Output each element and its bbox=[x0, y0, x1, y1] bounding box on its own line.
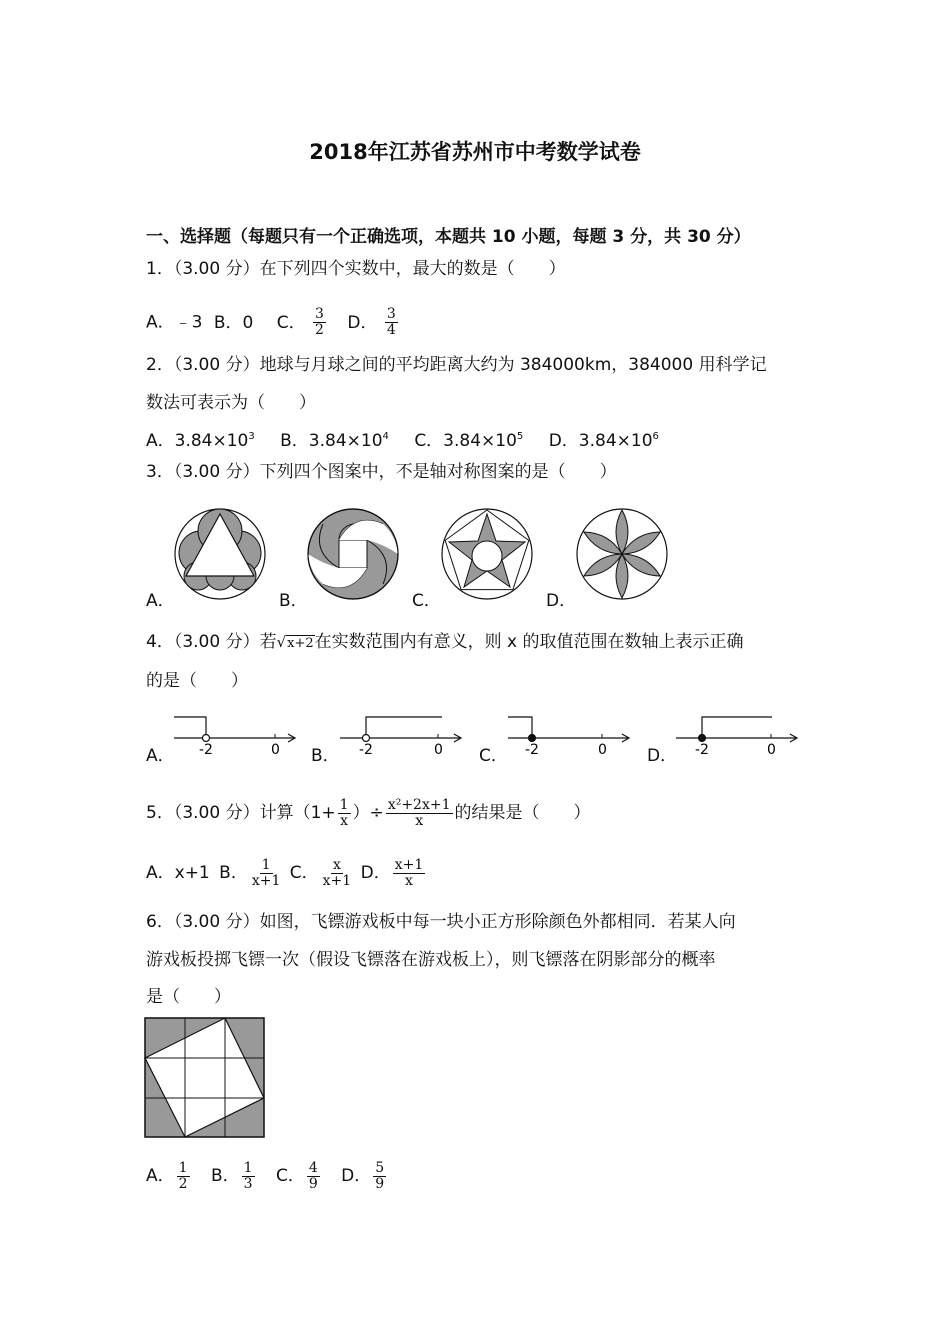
q3-label-b: B． bbox=[279, 591, 308, 611]
q4a-tick-neg2: -2 bbox=[199, 742, 213, 758]
q5-stem-post: 的结果是（ ） bbox=[454, 803, 591, 823]
q5-option-d-fraction: $\frac{x+1}{x}$ bbox=[394, 856, 424, 889]
q5-option-a: A．x+1 bbox=[146, 863, 210, 883]
section-heading: 一、选择题（每题只有一个正确选项，本题共 10 小题，每题 3 分，共 30 分） bbox=[146, 227, 751, 247]
q5-option-b-fraction: $\frac{1}{x+1}$ bbox=[251, 856, 281, 889]
q6-option-c-fraction: $\frac{4}{9}$ bbox=[308, 1159, 318, 1192]
q4c-tick-zero: 0 bbox=[598, 742, 607, 758]
q6-option-a: A． bbox=[146, 1166, 175, 1186]
q2-option-a: A．$3.84\times 10^3$ bbox=[146, 431, 255, 451]
q2-stem-line2: 数法可表示为（ ） bbox=[146, 393, 316, 413]
q4-label-d: D． bbox=[647, 746, 678, 766]
page-title: 2018年江苏省苏州市中考数学试卷 bbox=[309, 140, 641, 164]
q4-numberline-b bbox=[338, 712, 466, 760]
q4-numberline-a bbox=[172, 712, 300, 760]
q5-option-b: B． bbox=[219, 863, 248, 883]
q1-option-d: D． bbox=[347, 312, 378, 333]
q3-figure-d bbox=[576, 508, 668, 600]
q6-option-c: C． bbox=[275, 1166, 305, 1186]
q6-stem-line1: 6．（3.00 分）如图，飞镖游戏板中每一块小正方形除颜色外都相同．若某人向 bbox=[146, 912, 736, 932]
q2-option-b: B．$3.84\times 10^4$ bbox=[280, 431, 389, 451]
q3-label-a: A． bbox=[146, 591, 175, 611]
q4a-tick-zero: 0 bbox=[271, 742, 280, 758]
q1-stem: 1．（3.00 分）在下列四个实数中，最大的数是（ ） bbox=[146, 259, 566, 279]
q3-stem: 3．（3.00 分）下列四个图案中，不是轴对称图案的是（ ） bbox=[146, 462, 617, 482]
q5-option-c: C． bbox=[289, 863, 319, 883]
q1-option-b: B．0 bbox=[213, 312, 254, 333]
q4b-tick-zero: 0 bbox=[434, 742, 443, 758]
q4-stem-pre: 4．（3.00 分）若 bbox=[146, 632, 277, 652]
q4-label-a: A． bbox=[146, 746, 175, 766]
q2-option-c: C．$3.84\times 10^5$ bbox=[414, 431, 524, 451]
q4-sqrt: √x+2 bbox=[276, 633, 314, 651]
q5-fraction-2: $\frac{\text{x²+2x+1}}{x}$ bbox=[387, 796, 451, 829]
q3-figure-b bbox=[307, 508, 399, 600]
q4d-tick-zero: 0 bbox=[767, 742, 776, 758]
q6-option-d: D． bbox=[341, 1166, 372, 1186]
q1-options bbox=[146, 307, 400, 338]
q4-numberline-d bbox=[674, 712, 802, 760]
q2-stem-line1: 2．（3.00 分）地球与月球之间的平均距离大约为 384000km，384000 用科学记 bbox=[146, 355, 767, 375]
q6-option-d-fraction: $\frac{5}{9}$ bbox=[375, 1159, 385, 1192]
q1-option-c-fraction: $\frac{3}{2}$ bbox=[315, 306, 324, 338]
q6-option-b: B． bbox=[210, 1166, 240, 1186]
q1-option-c: C． bbox=[276, 312, 306, 333]
q2-options bbox=[146, 426, 659, 452]
q1-option-d-fraction: $\frac{3}{4}$ bbox=[386, 306, 396, 338]
q5-options bbox=[146, 855, 427, 891]
q5-option-c-fraction: $\frac{x}{x+1}$ bbox=[322, 856, 352, 889]
q6-stem-line3: 是（ ） bbox=[146, 987, 231, 1007]
q4-numberline-c bbox=[506, 712, 634, 760]
q5-stem-pre: 5．（3.00 分）计算（1+ bbox=[146, 803, 336, 823]
q4d-tick-neg2: -2 bbox=[695, 742, 709, 758]
q5-stem bbox=[146, 795, 591, 831]
q3-label-d: D． bbox=[546, 591, 577, 611]
q2-option-d: D．$3.84\times 10^6$ bbox=[548, 431, 659, 451]
q4-stem-post: 在实数范围内有意义，则 x 的取值范围在数轴上表示正确 bbox=[314, 632, 744, 652]
q6-dartboard-figure bbox=[145, 1018, 265, 1138]
q4-label-b: B． bbox=[311, 746, 340, 766]
q4-label-c: C． bbox=[479, 746, 508, 766]
q4-stem-line1 bbox=[146, 631, 744, 655]
q1-option-a: A．﹣3 bbox=[146, 312, 203, 333]
q4c-tick-neg2: -2 bbox=[525, 742, 539, 758]
q6-option-a-fraction: $\frac{1}{2}$ bbox=[178, 1159, 188, 1192]
q3-figure-a bbox=[174, 508, 266, 600]
q6-options bbox=[146, 1158, 388, 1194]
q4-stem-line2: 的是（ ） bbox=[146, 671, 248, 691]
q3-label-c: C． bbox=[412, 591, 441, 611]
q6-stem-line2: 游戏板投掷飞镖一次（假设飞镖落在游戏板上），则飞镖落在阴影部分的概率 bbox=[146, 950, 716, 970]
q3-figure-c bbox=[441, 508, 533, 600]
q5-stem-mid: ）÷ bbox=[352, 803, 384, 823]
q4b-tick-neg2: -2 bbox=[359, 742, 373, 758]
q6-option-b-fraction: $\frac{1}{3}$ bbox=[243, 1159, 253, 1192]
q5-fraction-1: $\frac{1}{x}$ bbox=[339, 796, 349, 829]
q5-option-d: D． bbox=[360, 863, 391, 883]
